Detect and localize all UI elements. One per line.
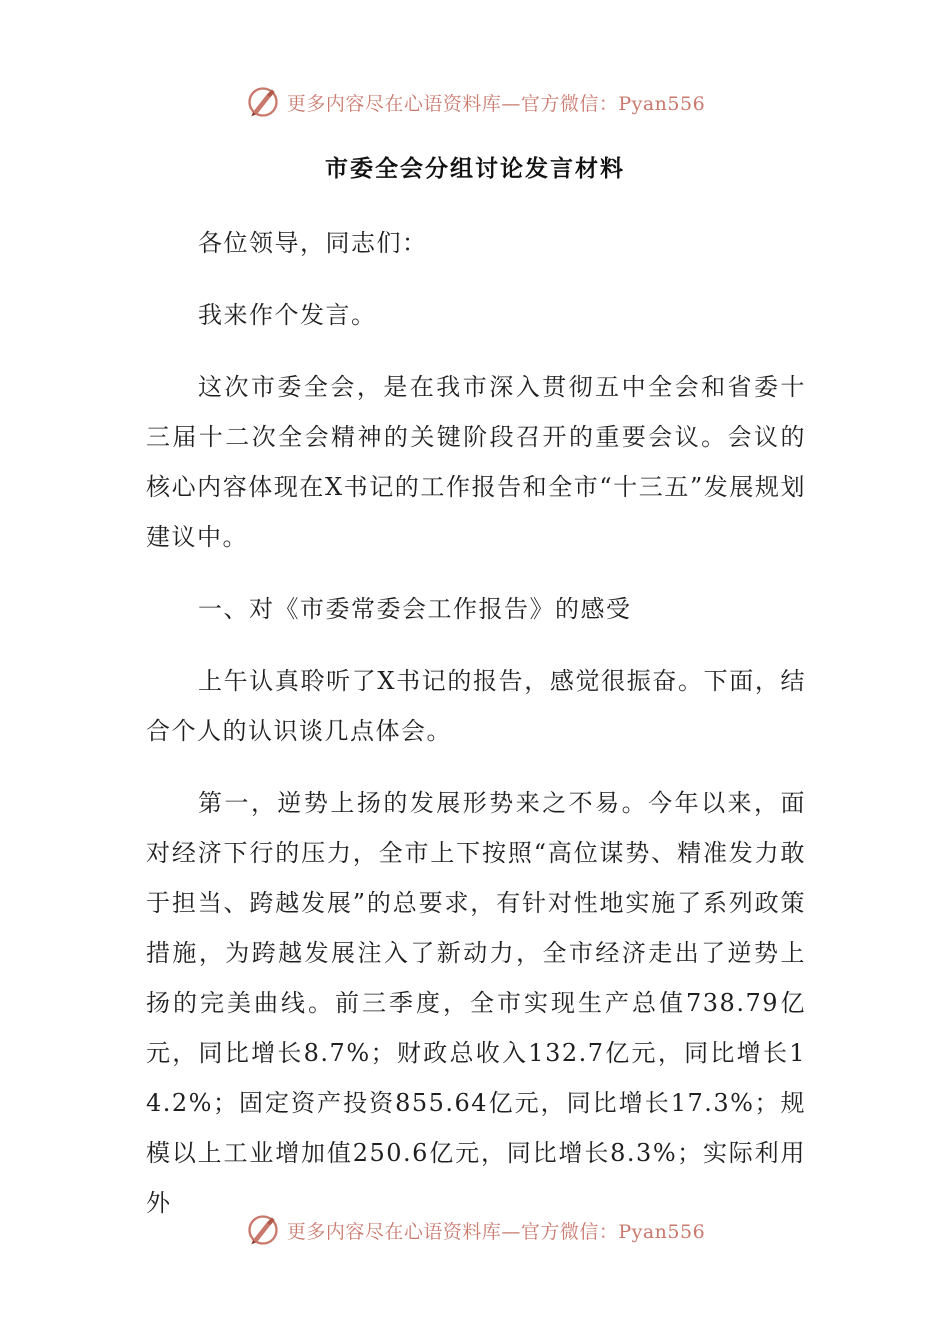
pen-circle-logo-icon — [245, 84, 281, 120]
pen-circle-logo-icon — [245, 1212, 281, 1248]
body-paragraph: 上午认真聆听了X书记的报告，感觉很振奋。下面，结合个人的认识谈几点体会。 — [146, 667, 806, 745]
footer-watermark-banner — [0, 1208, 950, 1252]
salutation-paragraph: 各位领导，同志们： — [198, 229, 428, 257]
banner-text: 更多内容尽在心语资料库—官方微信：Pyan556 — [286, 92, 706, 115]
intro-paragraph: 这次市委全会，是在我市深入贯彻五中全会和省委十三届十二次全会精神的关键阶段召开的重要会议。会议的核心内容体现在X书记的工作报告和全市“十三五”发展规划建议中。 — [146, 373, 806, 551]
section-heading: 一、对《市委常委会工作报告》的感受 — [198, 595, 632, 623]
body-paragraph: 第一，逆势上扬的发展形势来之不易。今年以来，面对经济下行的压力，全市上下按照“高位谋势、精准发力敢于担当、跨越发展”的总要求，有针对性地实施了系列政策措施，为跨越发展注入了新动力，全市经济走出了逆势上扬的完美曲线。前三季度，全市实现生产总值738.79亿元，同比增长8.7%；财政总收入132.7亿元，同比增长14.2%；固定资产投资855.64亿元，同比增长17.3%；规模以上工业增加值250.6亿元，同比增长8.3%；实际利用外 — [146, 789, 806, 1217]
document-title: 市委全会分组讨论发言材料 — [325, 156, 625, 182]
banner-text: 更多内容尽在心语资料库—官方微信：Pyan556 — [286, 1220, 706, 1243]
document-body — [146, 218, 806, 1250]
header-watermark-banner — [0, 80, 950, 124]
opening-paragraph: 我来作个发言。 — [198, 301, 377, 329]
